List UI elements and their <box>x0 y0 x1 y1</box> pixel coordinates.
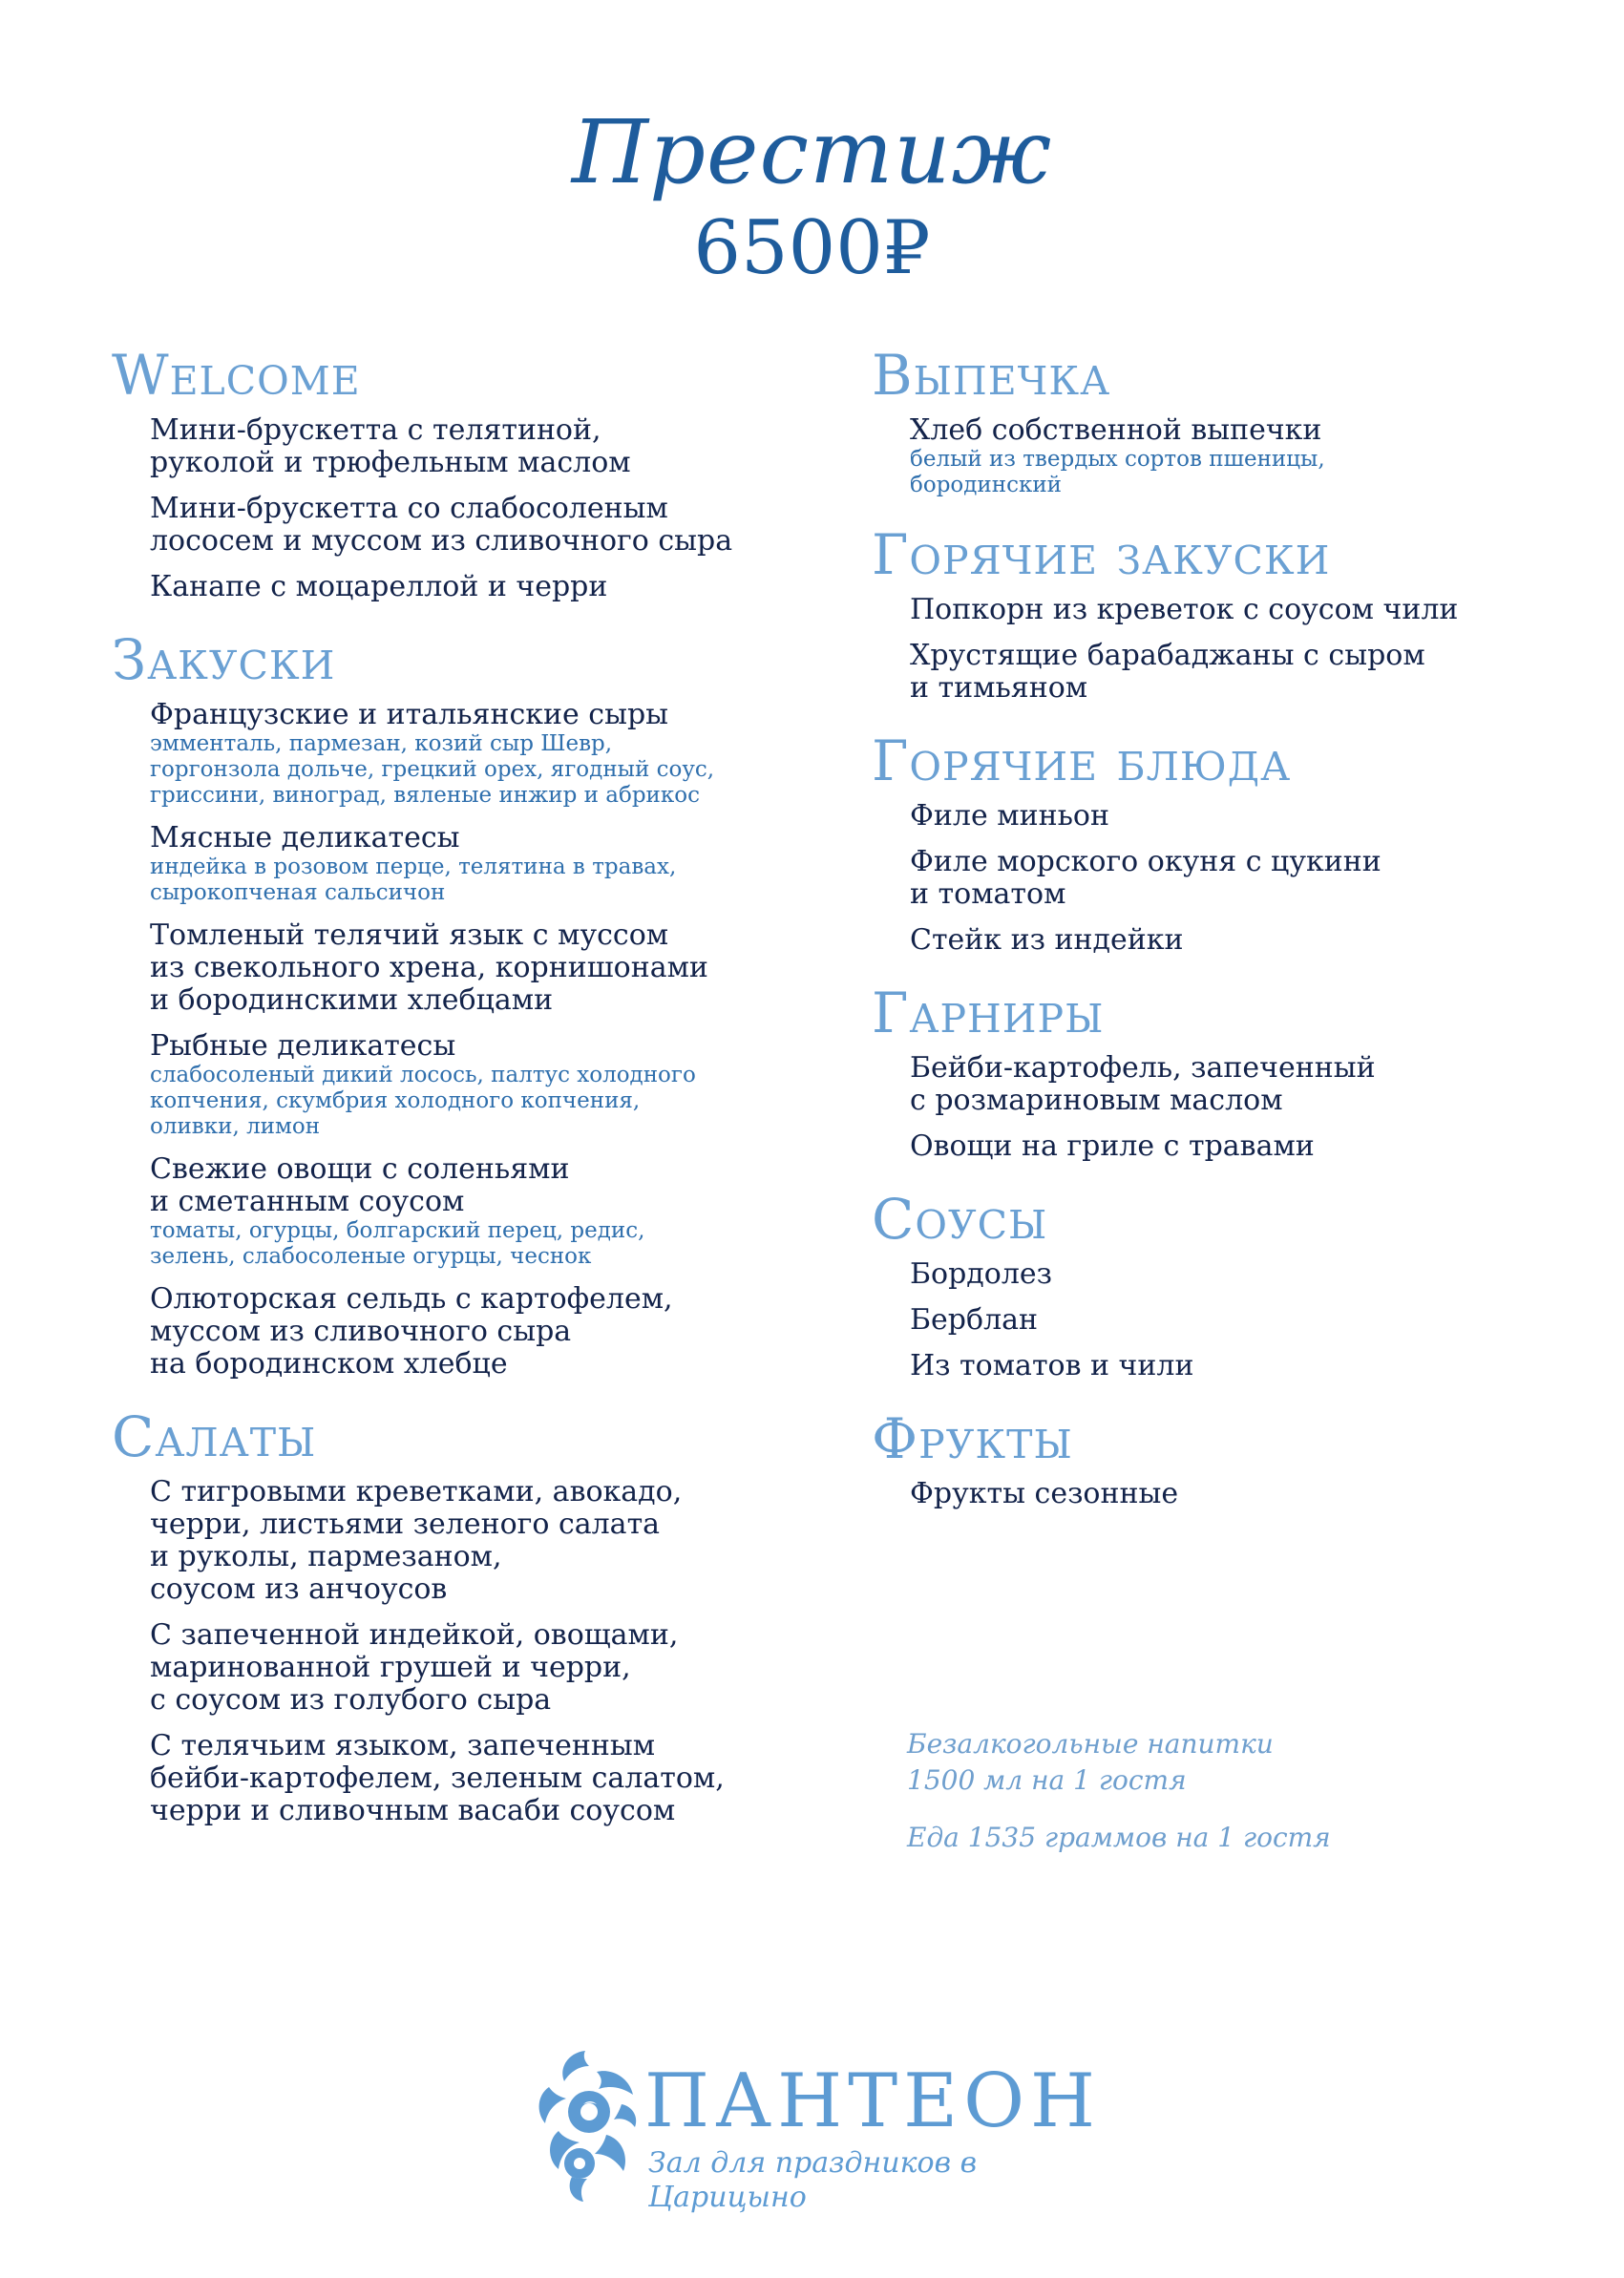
menu-item <box>150 571 837 603</box>
menu-item <box>910 640 1578 705</box>
menu-item-name: Из томатов и чили <box>910 1349 1194 1382</box>
menu-item <box>150 1153 837 1270</box>
menu-column-right <box>872 344 1578 1535</box>
menu-item-name: Свежие овощи с соленьями и сметанным соусом <box>150 1152 570 1218</box>
menu-section <box>872 729 1578 957</box>
section-title: Горячие закуски <box>872 522 1331 587</box>
menu-item <box>910 1052 1578 1117</box>
menu-item <box>910 594 1578 626</box>
menu-item-name: Овощи на гриле с травами <box>910 1129 1315 1163</box>
menu-header <box>0 101 1624 291</box>
menu-item-name: Попкорн из креветок с соусом чили <box>910 593 1459 626</box>
section-title: Салаты <box>112 1404 317 1469</box>
menu-item <box>150 1283 837 1381</box>
menu-section <box>872 1188 1578 1382</box>
menu-item-name: Французские и итальянские сыры <box>150 698 669 731</box>
menu-item-name: Хлеб собственной выпечки <box>910 413 1322 447</box>
section-title: Закуски <box>112 627 336 692</box>
menu-notes <box>907 1726 1331 1877</box>
menu-item <box>150 1730 837 1827</box>
menu-item <box>910 1304 1578 1337</box>
menu-item <box>910 846 1578 911</box>
menu-item-name: Томленый телячий язык с муссом из свекольного хрена, корнишонами и бородинскими хлебцами <box>150 918 708 1017</box>
menu-item <box>910 1478 1578 1510</box>
menu-item <box>150 822 837 906</box>
logo-tagline: Зал для праздников в Царицыно <box>648 2146 978 2214</box>
menu-item-description: белый из твердых сортов пшеницы, бородинский <box>910 447 1325 497</box>
menu-item-name: Берблан <box>910 1303 1039 1337</box>
menu-item <box>910 924 1578 957</box>
menu-item-name: Мини-брускетта с телятиной, руколой и трюфельным маслом <box>150 413 631 479</box>
section-title: Фрукты <box>872 1406 1073 1471</box>
menu-section <box>872 1407 1578 1510</box>
menu-section <box>872 981 1578 1163</box>
section-title: Гарниры <box>872 981 1105 1045</box>
menu-item-name: Мини-брускетта со слабосоленым лососем и муссом из сливочного сыра <box>150 492 733 558</box>
menu-item-description: томаты, огурцы, болгарский перец, редис, зелень, слабосоленые огурцы, чеснок <box>150 1218 645 1269</box>
floral-ornament-icon <box>530 2043 644 2205</box>
menu-item-name: Филе морского окуня с цукини и томатом <box>910 845 1381 911</box>
section-title: Соусы <box>872 1187 1048 1252</box>
section-title: Welcome <box>112 343 361 408</box>
food-weight-note: Еда 1535 граммов на 1 гостя <box>907 1822 1331 1853</box>
menu-item-name: Рыбные деликатесы <box>150 1029 456 1063</box>
menu-item-name: Мясные деликатесы <box>150 821 460 854</box>
menu-item <box>150 919 837 1017</box>
menu-item <box>910 414 1578 498</box>
menu-item-name: С тигровыми креветками, авокадо, черри, листьями зеленого салата и руколы, пармезаном, соусом из анчоусов <box>150 1475 683 1606</box>
menu-item-name: Филе миньон <box>910 799 1109 833</box>
menu-item-description: индейка в розовом перце, телятина в травах, сырокопченая сальсичон <box>150 854 677 905</box>
menu-item-name: Хрустящие барабаджаны с сыром и тимьяном <box>910 639 1425 705</box>
section-title: Горячие блюда <box>872 728 1292 793</box>
menu-item-description: слабосоленый дикий лосось, палтус холодного копчения, скумбрия холодного копчения, оливки, лимон <box>150 1063 696 1139</box>
menu-item <box>150 1476 837 1606</box>
menu-item-name: Олюторская сельдь с картофелем, муссом из сливочного сыра на бородинском хлебце <box>150 1282 673 1381</box>
menu-section <box>112 344 837 603</box>
menu-item <box>910 1258 1578 1291</box>
menu-item <box>910 1350 1578 1382</box>
menu-item-name: С телячьим языком, запеченным бейби-картофелем, зеленым салатом, черри и сливочным васаби соусом <box>150 1729 725 1827</box>
menu-item-name: Канапе с моцареллой и черри <box>150 570 608 603</box>
menu-column-left <box>112 344 837 1852</box>
section-title: Выпечка <box>872 343 1111 408</box>
menu-item-name: Стейк из индейки <box>910 923 1184 957</box>
menu-title: Престиж <box>571 101 1053 203</box>
menu-item <box>150 493 837 558</box>
menu-section <box>112 1405 837 1827</box>
drinks-note: Безалкогольные напитки 1500 мл на 1 гостя <box>907 1728 1274 1796</box>
menu-item-name: Бордолез <box>910 1257 1053 1291</box>
menu-item <box>910 1130 1578 1163</box>
menu-item-name: С запеченной индейкой, овощами, маринованной грушей и черри, с соусом из голубого сыра <box>150 1618 679 1717</box>
menu-price: 6500₽ <box>693 205 931 291</box>
menu-item <box>150 1030 837 1140</box>
menu-item <box>150 414 837 479</box>
menu-item-name: Бейби-картофель, запеченный с розмариновым маслом <box>910 1051 1376 1117</box>
menu-item-description: эмменталь, пармезан, козий сыр Шевр, горгонзола дольче, грецкий орех, ягодный соус, гриссини, виноград, вяленые инжир и абрикос <box>150 731 715 808</box>
logo-name: ПАНТЕОН <box>644 2058 1102 2144</box>
menu-item <box>150 699 837 809</box>
menu-item <box>910 800 1578 833</box>
menu-section <box>872 523 1578 705</box>
menu-item-name: Фрукты сезонные <box>910 1477 1179 1510</box>
menu-item <box>150 1619 837 1717</box>
logo <box>530 2043 1122 2214</box>
menu-section <box>872 344 1578 498</box>
menu-section <box>112 628 837 1381</box>
